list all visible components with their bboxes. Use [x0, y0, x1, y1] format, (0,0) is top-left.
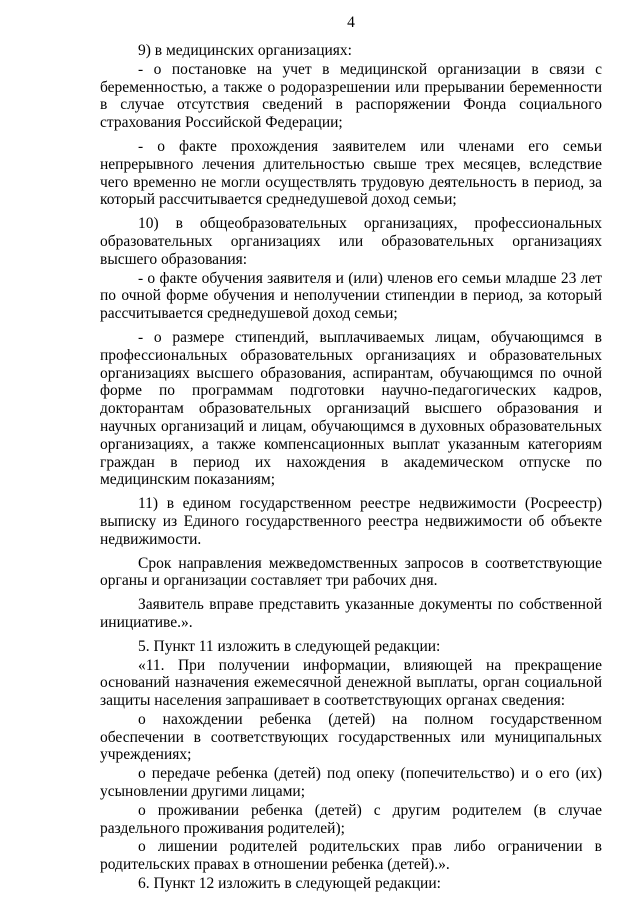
- paragraph-request-deadline: Срок направления межведомственных запросов в соответствующие органы и организации составляет три рабочих дня.: [100, 554, 602, 590]
- paragraph-other-parent: о проживании ребенка (детей) с другим родителем (в случае раздельного проживания родителей);: [100, 801, 602, 837]
- paragraph-item-11-intro: 5. Пункт 11 изложить в следующей редакции:: [138, 637, 441, 655]
- paragraph-education-fact: - о факте обучения заявителя и (или) членов его семьи младше 23 лет по очной форме обучения и неполучении стипендии в период, за который рассчитывается среднедушевой доход семьи;: [100, 269, 602, 323]
- paragraph-medical-heading: 9) в медицинских организациях:: [138, 42, 352, 59]
- paragraph-rosreestr: 11) в едином государственном реестре недвижимости (Росреестр) выписку из Единого государственного реестра недвижимости об объекте недвижимости.: [100, 495, 602, 548]
- paragraph-stipend-size: - о размере стипендий, выплачиваемых лицам, обучающимся в профессиональных образовательных организациях и образовательных организациях высшего образования, аспирантам, обучающимся по очной форме по программам подготовки научно-педагогических кадров, докторантам образовательных организаций высшего образования и научных организаций и лицам, обучающимся в духовных образовательных организациях, а также компенсационных выплат указанным категориям граждан в период их нахождения в академическом отпуске по медицинским показаниям;: [100, 328, 602, 489]
- paragraph-own-initiative: Заявитель вправе представить указанные документы по собственной инициативе.».: [100, 596, 602, 631]
- paragraph-item-11-text: «11. При получении информации, влияющей на прекращение оснований назначения ежемесячной денежной выплаты, орган социальной защиты населения запрашивает в соответствующих органах сведения:: [100, 656, 602, 710]
- paragraph-item-12-intro: 6. Пункт 12 изложить в следующей редакции:: [138, 875, 441, 893]
- paragraph-educational-heading: 10) в общеобразовательных организациях, профессиональных образовательных организациях или образовательных организациях высшего образования:: [100, 215, 602, 268]
- paragraph-state-support: о нахождении ребенка (детей) на полном государственном обеспечении в соответствующих государственных или муниципальных учреждениях;: [100, 710, 602, 764]
- page-number: 4: [347, 14, 355, 31]
- paragraph-parental-rights: о лишении родителей родительских прав либо ограничении в родительских правах в отношении ребенка (детей).».: [100, 838, 602, 874]
- paragraph-continuous-treatment: - о факте прохождения заявителем или членами его семьи непрерывного лечения длительностью свыше трех месяцев, вследствие чего временно не могли осуществлять трудовую деятельность в период, за который рассчитывается среднедушевой доход семьи;: [100, 137, 602, 209]
- paragraph-pregnancy-registration: - о постановке на учет в медицинской организации в связи с беременностью, а также о родоразрешении или прерывании беременности в случае отсутствия сведений в распоряжении Фонда социального страхования Российской Федерации;: [100, 60, 602, 132]
- paragraph-guardianship: о передаче ребенка (детей) под опеку (попечительство) и о его (их) усыновлении другими лицами;: [100, 765, 602, 801]
